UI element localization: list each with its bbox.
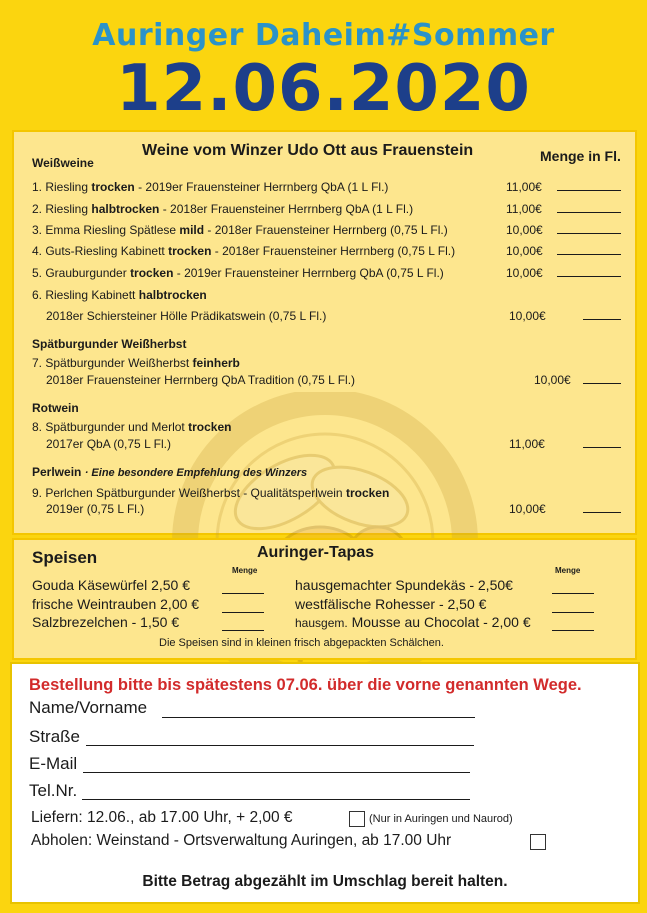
- wine-title: Weine vom Winzer Udo Ott aus Frauenstein: [142, 142, 474, 159]
- delivery-checkbox[interactable]: [349, 811, 365, 827]
- wine-price-3: 10,00€: [506, 223, 543, 237]
- wine-section: [12, 130, 637, 535]
- speisen-title: Speisen: [32, 548, 98, 567]
- wine-item-8-detail: 2017er QbA (0,75 L Fl.): [46, 437, 171, 451]
- tapas-title: Auringer-Tapas: [257, 544, 375, 561]
- food-quantity-gouda[interactable]: [222, 593, 264, 594]
- wine-price-1: 11,00€: [506, 180, 542, 194]
- wine-quantity-3[interactable]: [557, 233, 621, 234]
- wine-item-7: 7. Spätburgunder Weißherbst feinherb: [32, 356, 240, 370]
- menge-label-left: Menge: [232, 566, 258, 575]
- wine-quantity-2[interactable]: [557, 212, 621, 213]
- flyer-title: Auringer Daheim#Sommer: [92, 18, 555, 53]
- food-item-salzbrezelchen: Salzbrezelchen - 1,50 €: [32, 614, 180, 630]
- menge-label-right: Menge: [555, 566, 581, 575]
- order-deadline-heading: Bestellung bitte bis spätestens 07.06. über die vorne genannten Wege.: [29, 676, 582, 694]
- street-label: Straße: [29, 727, 81, 746]
- wine-quantity-7[interactable]: [583, 383, 621, 384]
- wine-price-2: 11,00€: [506, 202, 542, 216]
- delivery-note: (Nur in Auringen und Naurod): [369, 813, 513, 825]
- food-quantity-rohesser[interactable]: [552, 612, 594, 613]
- food-item-rohesser: westfälische Rohesser - 2,50 €: [295, 596, 487, 612]
- wine-price-5: 10,00€: [506, 266, 543, 280]
- email-label: E-Mail: [29, 754, 78, 773]
- food-item-spundekaes: hausgemachter Spundekäs - 2,50€: [295, 577, 513, 593]
- wine-quantity-8[interactable]: [583, 447, 621, 448]
- food-note: Die Speisen sind in kleinen frisch abgepackten Schälchen.: [159, 637, 444, 649]
- wine-price-6: 10,00€: [509, 309, 546, 323]
- wine-quantity-6[interactable]: [583, 319, 621, 320]
- wine-price-4: 10,00€: [506, 244, 543, 258]
- wine-price-9: 10,00€: [509, 502, 546, 516]
- food-section: [12, 538, 637, 660]
- wine-item-8: 8. Spätburgunder und Merlot trocken: [32, 420, 232, 434]
- category-perlwein: Perlwein · Eine besondere Empfehlung des Winzers: [32, 465, 308, 479]
- event-date: 12.06.2020: [116, 52, 531, 126]
- wine-item-6-detail: 2018er Schiersteiner Hölle Prädikatswein (0,75 L Fl.): [46, 309, 327, 323]
- food-item-mousse: hausgem. Mousse au Chocolat - 2,00 €: [295, 614, 531, 630]
- wine-quantity-1[interactable]: [557, 190, 621, 191]
- food-quantity-weintrauben[interactable]: [222, 612, 264, 613]
- street-field[interactable]: [86, 745, 474, 746]
- food-quantity-spundekaes[interactable]: [552, 593, 594, 594]
- category-spaetburgunder: Spätburgunder Weißherbst: [32, 337, 187, 351]
- wine-item-1: 1. Riesling trocken - 2019er Frauensteiner Herrnberg QbA (1 L Fl.): [32, 180, 389, 194]
- name-field[interactable]: [162, 717, 475, 718]
- wine-price-7: 10,00€: [534, 373, 571, 387]
- pickup-option-label: Abholen: Weinstand - Ortsverwaltung Auringen, ab 17.00 Uhr: [31, 832, 452, 849]
- wine-item-7-detail: 2018er Frauensteiner Herrnberg QbA Tradition (0,75 L Fl.): [46, 373, 356, 387]
- payment-note: Bitte Betrag abgezählt im Umschlag bereit halten.: [142, 873, 508, 890]
- wine-item-5: 5. Grauburgunder trocken - 2019er Frauensteiner Herrnberg QbA (0,75 L Fl.): [32, 266, 444, 280]
- food-quantity-salzbrezelchen[interactable]: [222, 630, 264, 631]
- order-form: [10, 662, 640, 904]
- wine-quantity-9[interactable]: [583, 512, 621, 513]
- category-rotwein: Rotwein: [32, 401, 79, 415]
- wine-item-9: 9. Perlchen Spätburgunder Weißherbst - Qualitätsperlwein trocken: [32, 486, 390, 500]
- wine-price-8: 11,00€: [509, 437, 545, 451]
- food-item-gouda: Gouda Käsewürfel 2,50 €: [32, 577, 191, 593]
- wine-item-4: 4. Guts-Riesling Kabinett trocken - 2018er Frauensteiner Herrnberg (0,75 L Fl.): [32, 244, 456, 258]
- wine-item-9-detail: 2019er (0,75 L Fl.): [46, 502, 145, 516]
- name-label: Name/Vorname: [29, 698, 148, 717]
- wine-item-6: 6. Riesling Kabinett halbtrocken: [32, 288, 207, 302]
- phone-label: Tel.Nr.: [29, 781, 78, 800]
- food-item-weintrauben: frische Weintrauben 2,00 €: [32, 596, 200, 612]
- category-weissweine: Weißweine: [32, 156, 94, 170]
- food-quantity-mousse[interactable]: [552, 630, 594, 631]
- pickup-checkbox[interactable]: [530, 834, 546, 850]
- wine-quantity-4[interactable]: [557, 254, 621, 255]
- email-field[interactable]: [83, 772, 470, 773]
- delivery-option-label: Liefern: 12.06., ab 17.00 Uhr, + 2,00 €: [31, 809, 293, 826]
- wine-item-3: 3. Emma Riesling Spätlese mild - 2018er Frauensteiner Herrnberg (0,75 L Fl.): [32, 223, 448, 237]
- wine-quantity-5[interactable]: [557, 276, 621, 277]
- wine-item-2: 2. Riesling halbtrocken - 2018er Frauensteiner Herrnberg QbA (1 L Fl.): [32, 202, 414, 216]
- phone-field[interactable]: [82, 799, 470, 800]
- menge-header: Menge in Fl.: [540, 148, 621, 164]
